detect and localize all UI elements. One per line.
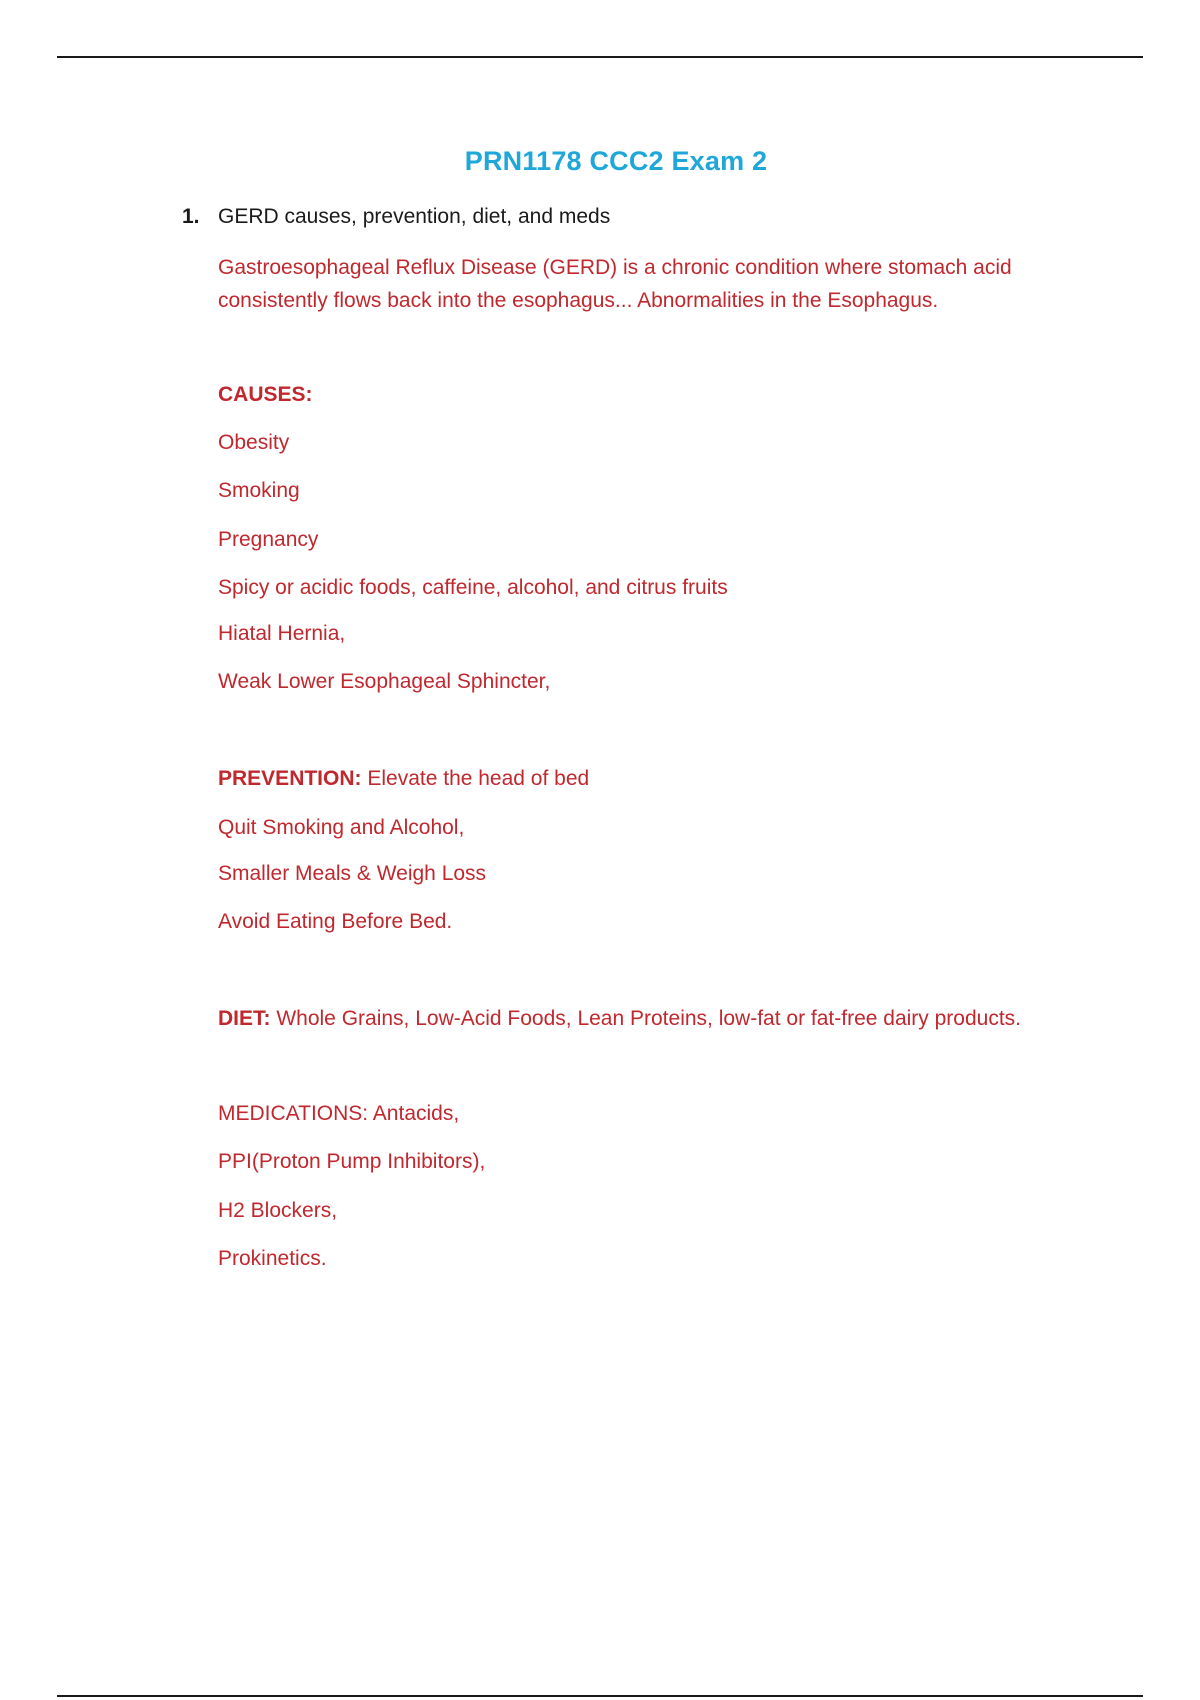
question-number: 1.	[182, 205, 200, 228]
diet-line	[218, 1007, 1078, 1031]
causes-heading	[218, 383, 1078, 407]
causes-item: Spicy or acidic foods, caffeine, alcohol, and citrus fruits	[218, 576, 728, 599]
footer-rule	[57, 1695, 1143, 1697]
prevention-label: PREVENTION:	[218, 767, 362, 790]
question-item	[182, 205, 610, 229]
question-text: GERD causes, prevention, diet, and meds	[218, 205, 611, 228]
causes-item: Weak Lower Esophageal Sphincter,	[218, 670, 551, 693]
diet-text: Whole Grains, Low-Acid Foods, Lean Proteins, low-fat or fat-free dairy products.	[270, 1007, 1021, 1030]
causes-item: Obesity	[218, 431, 290, 454]
document-title: PRN1178 CCC2 Exam 2	[464, 146, 768, 176]
prevention-item: Quit Smoking and Alcohol,	[218, 816, 465, 839]
intro-paragraph: Gastroesophageal Reflux Disease (GERD) is a chronic condition where stomach acid consistently flows back into the esophagus... Abnormalities in the Esophagus.	[218, 256, 1012, 312]
medications-item: PPI(Proton Pump Inhibitors),	[218, 1150, 486, 1173]
medications-heading: MEDICATIONS: Antacids,	[218, 1102, 460, 1125]
causes-item: Pregnancy	[218, 528, 319, 551]
prevention-item: Smaller Meals & Weigh Loss	[218, 862, 487, 885]
causes-item: Hiatal Hernia,	[218, 622, 346, 645]
diet-label: DIET:	[218, 1007, 271, 1030]
medications-item: Prokinetics.	[218, 1247, 327, 1270]
prevention-heading	[218, 767, 1078, 791]
medications-item: H2 Blockers,	[218, 1199, 338, 1222]
header-rule	[57, 56, 1143, 58]
causes-item: Smoking	[218, 479, 300, 502]
prevention-item: Avoid Eating Before Bed.	[218, 910, 453, 933]
causes-label: CAUSES:	[218, 383, 313, 406]
prevention-first: Elevate the head of bed	[361, 767, 590, 790]
